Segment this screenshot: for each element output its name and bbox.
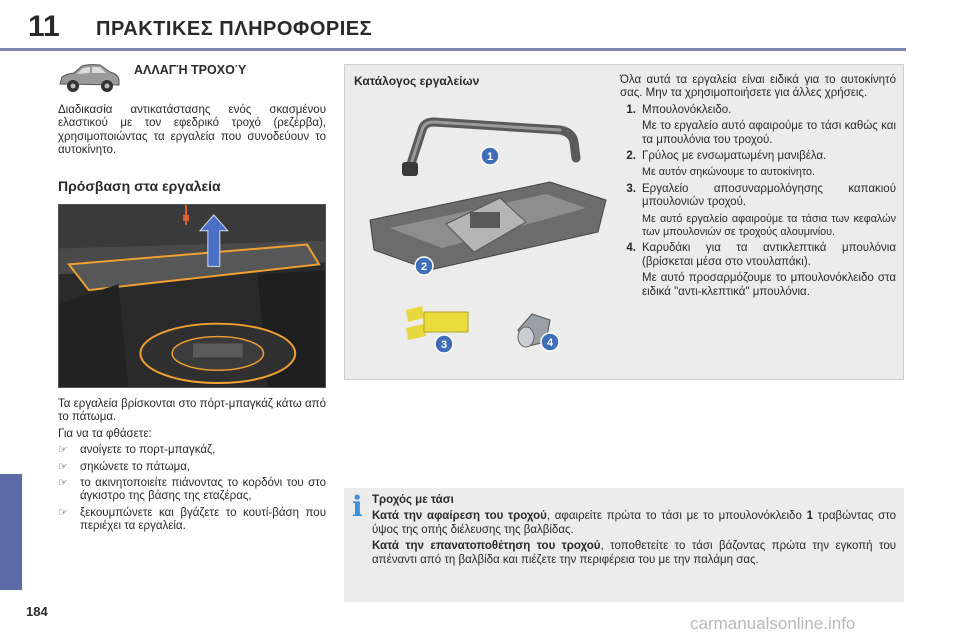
- watermark: carmanualsonline.info: [690, 614, 856, 633]
- intro-paragraph: Διαδικασία αντικατάστασης ενός σκασμένου ελαστικού με τον εφεδρικό τροχό (ρεζέρβα), χρησιμοποιώντας τα εργαλεία που συνοδεύουν το αυτοκίνητο.: [58, 104, 326, 157]
- chapter-number: 11: [28, 10, 60, 43]
- trunk-floor-photo: [58, 204, 326, 388]
- callout-3: 3: [440, 339, 448, 351]
- tools-description: [620, 74, 896, 302]
- cap-remover-tool: [406, 306, 468, 340]
- info-removal-paragraph: Κατά την αφαίρεση του τροχού, αφαιρείτε πρώτα το τάσι με το μπουλονόκλειδο 1 τραβώντας στο ύψος της οπής διέλευσης της βαλβίδας.: [372, 510, 896, 536]
- list-item: 1. Μπουλονόκλειδο.: [626, 103, 732, 116]
- callout-2: 2: [420, 261, 428, 273]
- pointing-hand-icon: ☞: [58, 477, 68, 490]
- tool-note: Με αυτό εργαλείο αφαιρούμε τα τάσια των κεφαλών των μπουλονιών σε τροχούς αλουμινίου.: [642, 212, 896, 239]
- header-rule: [0, 48, 906, 51]
- list-item: 3. Εργαλείο αποσυναρμολόγησης καπακιού μπουλονιών τροχού.: [626, 182, 896, 209]
- page-number: 184: [26, 604, 48, 619]
- list-item: ☞ το ακινητοποιείτε πιάνοντας το κορδόνι του στο άγκιστρο της βάσης της εταζέρας,: [58, 477, 326, 503]
- tool-note: Με αυτό προσαρμόζουμε το μπουλονόκλειδο στα ειδικά "αντι-κλεπτικά" μπουλόνια.: [642, 272, 896, 298]
- list-item: ☞ ξεκουμπώνετε και βγάζετε το κουτί-βάση που περιέχει τα εργαλεία.: [58, 506, 326, 533]
- access-location-text: Τα εργαλεία βρίσκονται στο πόρτ-μπαγκάζ κάτω από το πάτωμα.: [58, 398, 326, 424]
- callout-4: 4: [546, 337, 554, 349]
- pointing-hand-icon: ☞: [58, 460, 68, 473]
- access-steps-list: [58, 444, 326, 533]
- tools-lead-text: Όλα αυτά τα εργαλεία είναι ειδικά για το αυτοκίνητό σας. Μην τα χρησιμοποιήσετε για άλλες χρήσεις.: [620, 74, 896, 100]
- info-text: [372, 494, 896, 570]
- tools-illustration: [350, 92, 612, 362]
- section-title: ΑΛΛΑΓΉ ΤΡΟΧΟΎ: [134, 63, 247, 77]
- list-item: ☞ ανοίγετε το πορτ-μπαγκάζ,: [58, 444, 216, 457]
- tool-note: Με αυτόν σηκώνουμε το αυτοκίνητο.: [642, 166, 816, 179]
- pointing-hand-icon: ☞: [58, 444, 68, 457]
- list-item: ☞ σηκώνετε το πάτωμα,: [58, 460, 191, 473]
- chapter-title: ΠΡΑΚΤΙΚΕΣ ΠΛΗΡΟΦΟΡΙΕΣ: [96, 18, 373, 40]
- access-instructions: [58, 398, 326, 537]
- list-item: 4. Καρυδάκι για τα αντικλεπτικά μπουλόνια (βρίσκεται μέσα στο ντουλαπάκι).: [626, 242, 896, 268]
- access-heading: Πρόσβαση στα εργαλεία: [58, 178, 221, 194]
- tools-title: Κατάλογος εργαλείων: [354, 74, 480, 88]
- list-item: 2. Γρύλος με ενσωματωμένη μανιβέλα.: [626, 150, 827, 163]
- info-refit-paragraph: Κατά την επανατοποθέτηση του τροχού, τοποθετείτε το τάσι βάζοντας πρώτα την εγκοπή του απέναντι από τη βαλβίδα και πιέζετε την περιφέρεια του με την παλάμη σας.: [372, 540, 897, 566]
- pointing-hand-icon: ☞: [58, 506, 68, 519]
- car-icon: [56, 62, 122, 94]
- info-title: Τροχός με τάσι: [372, 494, 454, 506]
- callout-1: 1: [486, 151, 494, 163]
- access-intro-text: Για να τα φθάσετε:: [58, 427, 152, 440]
- tool-note: Με το εργαλείο αυτό αφαιρούμε το τάσι καθώς και τα μπουλόνια του τροχού.: [642, 120, 896, 146]
- info-icon: i: [352, 490, 363, 523]
- chapter-side-tab: [0, 474, 22, 590]
